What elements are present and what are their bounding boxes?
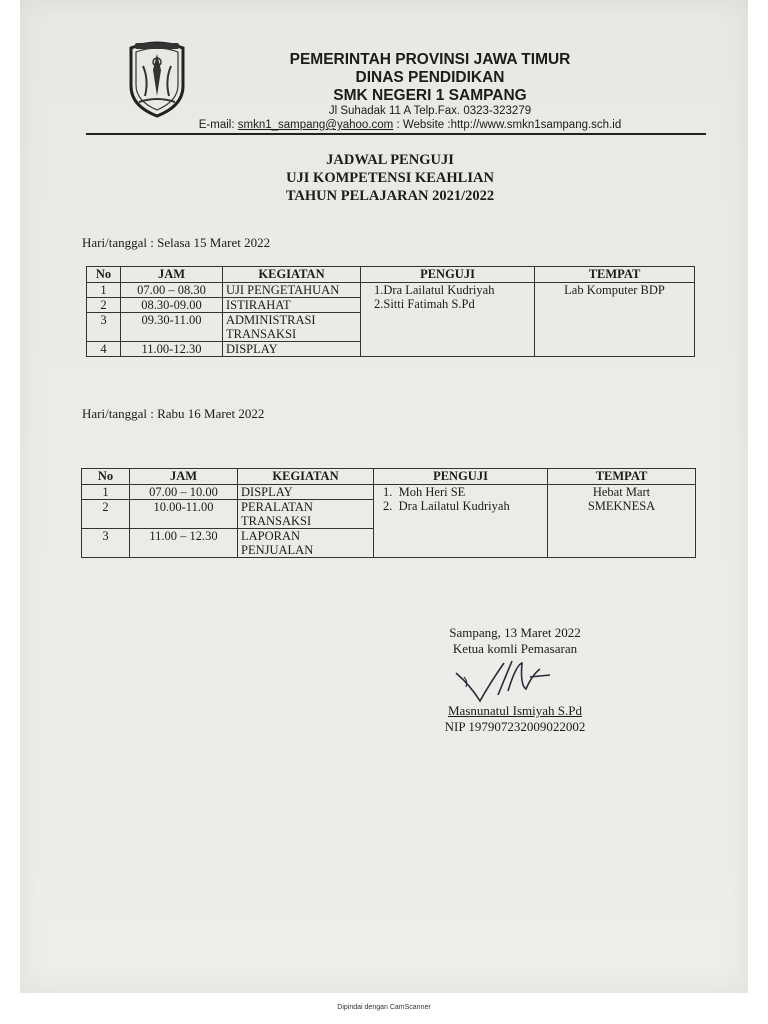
header-school: SMK NEGERI 1 SAMPANG (333, 87, 527, 104)
row-no: 2 (82, 500, 130, 529)
row-jam: 08.30-09.00 (121, 298, 223, 313)
row-jam: 11.00-12.30 (121, 342, 223, 357)
col-penguji: PENGUJI (374, 469, 548, 485)
row-kegiatan: DISPLAY (223, 342, 361, 357)
col-tempat: TEMPAT (535, 267, 695, 283)
col-kegiatan: KEGIATAN (223, 267, 361, 283)
col-jam: JAM (121, 267, 223, 283)
schedule-table-day1 (86, 266, 695, 357)
header-government: PEMERINTAH PROVINSI JAWA TIMUR (289, 51, 571, 68)
row-kegiatan: ADMINISTRASI TRANSAKSI (223, 313, 361, 342)
signature-role: Ketua komli Pemasaran (452, 641, 578, 656)
row-jam: 09.30-11.00 (121, 313, 223, 342)
handwritten-signature (450, 655, 560, 710)
website-label: : Website : (393, 119, 451, 131)
row-kegiatan: DISPLAY (238, 485, 374, 500)
table-row (87, 283, 695, 298)
header-department: DINAS PENDIDIKAN (355, 69, 505, 86)
row-no: 3 (82, 529, 130, 558)
row-kegiatan: LAPORAN PENJUALAN (238, 529, 374, 558)
penguji-cell (374, 485, 548, 558)
east-java-crest-icon (125, 40, 189, 118)
signature-name: Masnunatul Ismiyah S.Pd (448, 703, 582, 718)
table-row (82, 485, 696, 500)
header-address: Jl Suhadak 11 A Telp.Fax. 0323-323279 (328, 105, 532, 117)
penguji-name: 1. Moh Heri SE (383, 485, 466, 499)
row-no: 3 (87, 313, 121, 342)
row-kegiatan: UJI PENGETAHUAN (223, 283, 361, 298)
signature-nip: NIP 197907232009022002 (444, 719, 586, 734)
email-link[interactable]: smkn1_sampang@yahoo.com (237, 119, 394, 131)
row-jam: 10.00-11.00 (130, 500, 238, 529)
day1-date: Hari/tanggal : Selasa 15 Maret 2022 (82, 235, 271, 250)
penguji-name: 1.Dra Lailatul Kudriyah (374, 283, 495, 297)
col-no: No (82, 469, 130, 485)
row-jam: 11.00 – 12.30 (130, 529, 238, 558)
table-header-row (87, 267, 695, 283)
row-no: 1 (87, 283, 121, 298)
email-label: E-mail: (198, 119, 235, 131)
scanned-page (20, 0, 748, 993)
header-contact (145, 119, 675, 131)
col-penguji: PENGUJI (361, 267, 535, 283)
scanner-footer: Dipindai dengan CamScanner (337, 1004, 431, 1011)
penguji-cell (361, 283, 535, 357)
col-jam: JAM (130, 469, 238, 485)
penguji-name: 2.Sitti Fatimah S.Pd (374, 297, 475, 311)
row-jam: 07.00 – 10.00 (130, 485, 238, 500)
row-kegiatan: PERALATAN TRANSAKSI (238, 500, 374, 529)
header-divider (86, 133, 706, 135)
day2-date: Hari/tanggal : Rabu 16 Maret 2022 (82, 406, 265, 421)
schedule-table-day2 (81, 468, 696, 558)
signature-place-date: Sampang, 13 Maret 2022 (449, 625, 581, 640)
col-no: No (87, 267, 121, 283)
col-kegiatan: KEGIATAN (238, 469, 374, 485)
doc-year: TAHUN PELAJARAN 2021/2022 (285, 188, 495, 204)
row-no: 1 (82, 485, 130, 500)
row-no: 4 (87, 342, 121, 357)
doc-title: JADWAL PENGUJI (326, 152, 454, 168)
col-tempat: TEMPAT (548, 469, 696, 485)
tempat-cell: Hebat Mart SMEKNESA (548, 485, 696, 558)
website-link[interactable]: http://www.smkn1sampang.sch.id (450, 119, 622, 131)
tempat-cell: Lab Komputer BDP (535, 283, 695, 357)
doc-subtitle: UJI KOMPETENSI KEAHLIAN (286, 170, 494, 186)
row-kegiatan: ISTIRAHAT (223, 298, 361, 313)
row-jam: 07.00 – 08.30 (121, 283, 223, 298)
table-header-row (82, 469, 696, 485)
row-no: 2 (87, 298, 121, 313)
penguji-name: 2. Dra Lailatul Kudriyah (383, 499, 510, 513)
